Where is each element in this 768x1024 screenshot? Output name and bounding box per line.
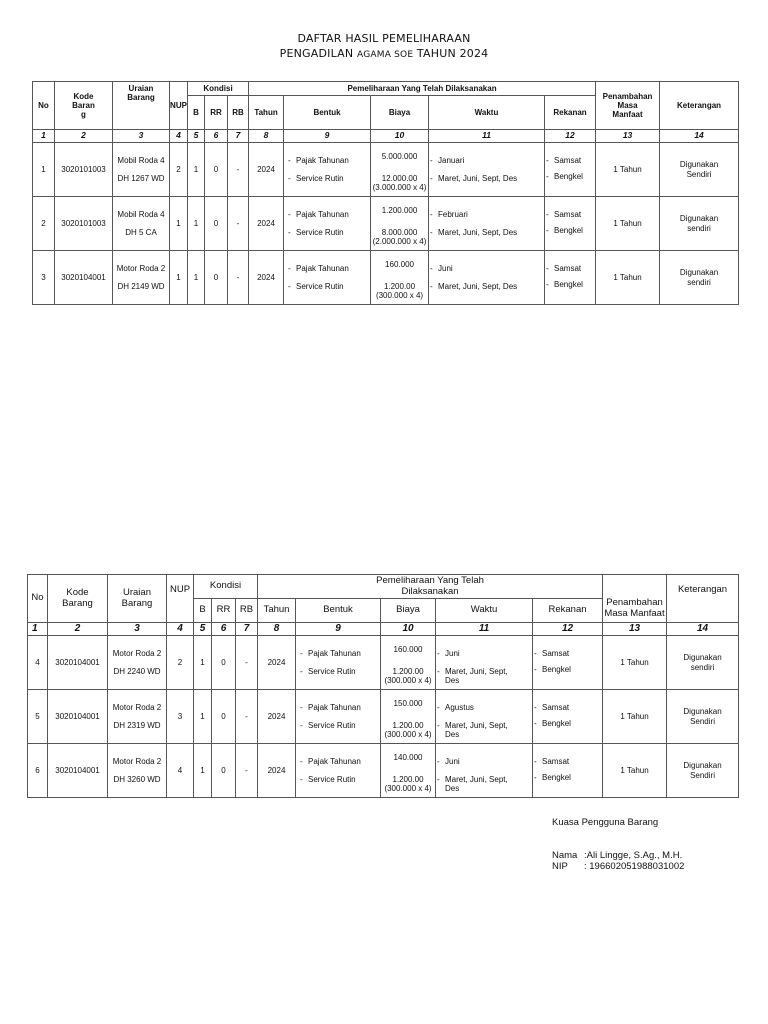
cell-no: 1 [33,143,55,197]
cell-no: 5 [28,690,48,744]
col-header-b: B [188,96,205,130]
cell-kode: 3020104001 [48,636,108,690]
document-subtitle: PENGADILAN AGAMA SOE TAHUN 2024 [279,47,489,60]
cell-rb: - [228,143,249,197]
col-header-no: No [33,82,55,130]
cell-waktu: - Maret, Juni, Sept, Des - Juni [436,744,533,798]
cell-b: 1 [188,197,205,251]
cell-rr: 0 [205,251,228,305]
col-header-rr: RR [205,96,228,130]
cell-keterangan: Digunakan Sendiri [660,143,739,197]
cell-uraian: Motor Roda 2 DH 2319 WD [108,690,167,744]
cell-rr: 0 [205,197,228,251]
cell-biaya: 1.200.00 (300.000 x 4) 140.000 [381,744,436,798]
cell-waktu: - Maret, Juni, Sept, Des - Februari [429,197,545,251]
cell-no: 3 [33,251,55,305]
maintenance-table-1 [32,81,739,305]
cell-kode: 3020104001 [55,251,113,305]
cell-masa-manfaat: 1 Tahun [596,143,660,197]
cell-bentuk: - Service Rutin - Pajak Tahunan [284,143,371,197]
col-header-kode: Kode Baran g [55,82,113,130]
cell-masa-manfaat: 1 Tahun [603,636,667,690]
col-header-rb: RB [228,96,249,130]
cell-tahun: 2024 [258,690,296,744]
cell-masa-manfaat: 1 Tahun [603,744,667,798]
table-row [28,690,739,744]
cell-tahun: 2024 [249,251,284,305]
col-header-uraian: Uraian Barang [108,575,167,623]
cell-rekanan: - Bengkel - Samsat [533,744,603,798]
cell-rekanan: - Bengkel - Samsat [533,636,603,690]
cell-rb: - [236,744,258,798]
cell-tahun: 2024 [249,143,284,197]
col-header-waktu: Waktu [436,599,533,623]
cell-bentuk: - Service Rutin - Pajak Tahunan [284,251,371,305]
cell-waktu: - Maret, Juni, Sept, Des - Januari [429,143,545,197]
cell-bentuk: - Service Rutin - Pajak Tahunan [296,636,381,690]
cell-uraian: Mobil Roda 4 DH 5 CA [113,197,170,251]
col-header-tahun: Tahun [249,96,284,130]
cell-keterangan: Digunakan Sendiri [667,744,739,798]
column-number-row: 1 2 3 4 5 6 7 8 9 10 11 12 13 14 [33,130,739,143]
col-header-keterangan: Keterangan [660,82,739,130]
cell-rb: - [228,251,249,305]
cell-bentuk: - Service Rutin - Pajak Tahunan [296,690,381,744]
cell-tahun: 2024 [258,636,296,690]
col-header-waktu: Waktu [429,96,545,130]
cell-nup: 4 [167,744,194,798]
cell-no: 4 [28,636,48,690]
col-header-biaya: Biaya [371,96,429,130]
col-header-rekanan: Rekanan [533,599,603,623]
cell-b: 1 [194,636,212,690]
cell-b: 1 [188,251,205,305]
cell-nup: 2 [170,143,188,197]
cell-biaya: 8.000.000 (2.000.000 x 4) 1.200.000 [371,197,429,251]
col-header-uraian: Uraian Barang [113,82,170,130]
cell-masa-manfaat: 1 Tahun [596,251,660,305]
column-number-row: 1 2 3 4 5 6 7 8 9 10 11 12 13 14 [28,623,739,636]
cell-kode: 3020104001 [48,690,108,744]
col-header-nup: NUP [170,82,188,130]
col-header-kode: Kode Barang [48,575,108,623]
cell-no: 6 [28,744,48,798]
cell-kode: 3020101003 [55,197,113,251]
cell-uraian: Motor Roda 2 DH 3260 WD [108,744,167,798]
cell-b: 1 [194,690,212,744]
cell-biaya: 1.200.00 (300.000 x 4) 150.000 [381,690,436,744]
cell-rr: 0 [205,143,228,197]
col-header-rr: RR [212,599,236,623]
col-header-bentuk: Bentuk [296,599,381,623]
cell-rb: - [236,636,258,690]
col-header-keterangan: Keterangan [667,575,739,623]
col-header-kondisi: Kondisi [194,575,258,599]
signature-nip: NIP : 196602051988031002 [552,861,685,872]
cell-rb: - [236,690,258,744]
cell-keterangan: Digunakan sendiri [667,636,739,690]
title-line-1: DAFTAR HASIL PEMELIHARAAN [297,32,471,45]
cell-rr: 0 [212,744,236,798]
col-header-bentuk: Bentuk [284,96,371,130]
col-header-penambahan: Penambahan Masa Manfaat [603,575,667,623]
maintenance-table-2 [27,574,739,798]
table-row [33,251,739,305]
cell-uraian: Motor Roda 2 DH 2240 WD [108,636,167,690]
col-header-pemeliharaan: Pemeliharaan Yang Telah Dilaksanakan [258,575,603,599]
col-header-biaya: Biaya [381,599,436,623]
col-header-penambahan: Penambahan Masa Manfaat [596,82,660,130]
table-row [28,744,739,798]
cell-no: 2 [33,197,55,251]
cell-masa-manfaat: 1 Tahun [603,690,667,744]
col-header-rb: RB [236,599,258,623]
cell-masa-manfaat: 1 Tahun [596,197,660,251]
cell-waktu: - Maret, Juni, Sept, Des - Juni [429,251,545,305]
cell-waktu: - Maret, Juni, Sept, Des - Agustus [436,690,533,744]
cell-biaya: 1.200.00 (300.000 x 4) 160.000 [381,636,436,690]
cell-nup: 2 [167,636,194,690]
signature-nama: Nama :Ali Lingge, S.Ag., M.H. [552,850,683,861]
table-row [33,197,739,251]
col-header-no: No [28,575,48,623]
cell-b: 1 [188,143,205,197]
table-row [28,636,739,690]
col-header-b: B [194,599,212,623]
col-header-pemeliharaan: Pemeliharaan Yang Telah Dilaksanakan [249,82,596,96]
cell-rekanan: - Bengkel - Samsat [545,251,596,305]
table-row [33,143,739,197]
cell-nup: 3 [167,690,194,744]
cell-keterangan: Digunakan Sendiri [667,690,739,744]
cell-kode: 3020101003 [55,143,113,197]
cell-nup: 1 [170,197,188,251]
cell-keterangan: Digunakan sendiri [660,251,739,305]
cell-kode: 3020104001 [48,744,108,798]
document-title [0,32,768,45]
cell-bentuk: - Service Rutin - Pajak Tahunan [284,197,371,251]
cell-bentuk: - Service Rutin - Pajak Tahunan [296,744,381,798]
cell-biaya: 12.000.00 (3.000.000 x 4) 5.000.000 [371,143,429,197]
cell-b: 1 [194,744,212,798]
cell-rb: - [228,197,249,251]
signature-role: Kuasa Pengguna Barang [552,817,659,828]
col-header-tahun: Tahun [258,599,296,623]
cell-rekanan: - Bengkel - Samsat [533,690,603,744]
cell-uraian: Mobil Roda 4 DH 1267 WD [113,143,170,197]
cell-nup: 1 [170,251,188,305]
cell-tahun: 2024 [258,744,296,798]
cell-tahun: 2024 [249,197,284,251]
cell-waktu: - Maret, Juni, Sept, Des - Juni [436,636,533,690]
cell-rekanan: - Bengkel - Samsat [545,143,596,197]
col-header-rekanan: Rekanan [545,96,596,130]
cell-keterangan: Digunakan sendiri [660,197,739,251]
cell-rekanan: - Bengkel - Samsat [545,197,596,251]
col-header-nup: NUP [167,575,194,623]
cell-rr: 0 [212,636,236,690]
cell-rr: 0 [212,690,236,744]
cell-biaya: 1.200.00 (300.000 x 4) 160.000 [371,251,429,305]
cell-uraian: Motor Roda 2 DH 2149 WD [113,251,170,305]
col-header-kondisi: Kondisi [188,82,249,96]
